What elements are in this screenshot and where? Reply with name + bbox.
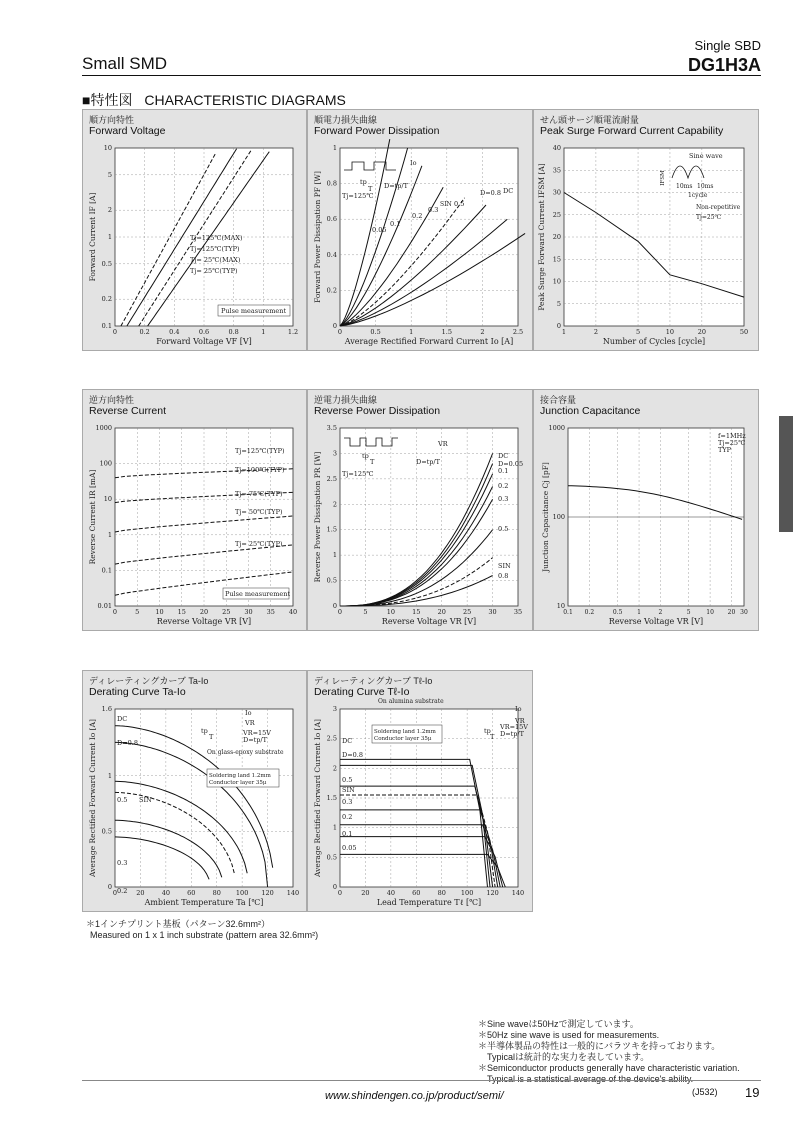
chart-svg bbox=[83, 671, 306, 911]
panel-title-en: Derating Curve Tℓ-Io bbox=[314, 686, 410, 698]
y-tick-label: 0 bbox=[332, 602, 337, 610]
y-tick-label: 0 bbox=[556, 322, 561, 330]
y-tick-label: 1.5 bbox=[326, 794, 337, 802]
x-tick-label: 25 bbox=[222, 608, 231, 616]
x-tick-label: 30 bbox=[740, 609, 748, 616]
curve-label: f=1MHz bbox=[718, 432, 746, 440]
curve-label: DC bbox=[117, 715, 128, 723]
x-tick-label: 2.5 bbox=[512, 328, 524, 336]
legend-entry: Tj= 25℃(TYP) bbox=[190, 267, 238, 275]
y-tick-label: 25 bbox=[552, 210, 561, 219]
x-tick-label: 5 bbox=[686, 609, 691, 616]
y-tick-label: 1.6 bbox=[101, 705, 112, 713]
x-tick-label: 140 bbox=[511, 889, 525, 897]
curve-label: 10ms bbox=[697, 183, 714, 190]
x-tick-label: 25 bbox=[463, 608, 472, 616]
panel-title-jp: 逆方向特性 bbox=[89, 395, 135, 405]
y-tick-label: 1 bbox=[332, 551, 337, 560]
curve-label: D=tp/T bbox=[500, 730, 524, 738]
x-axis-label: Reverse Voltage VR [V] bbox=[156, 617, 252, 626]
y-tick-label: 0.5 bbox=[101, 827, 112, 836]
curve-label: Tj=125℃ bbox=[342, 470, 374, 478]
y-tick-label: 10 bbox=[556, 602, 565, 610]
curve-label: D=0.8 bbox=[342, 751, 363, 759]
x-tick-label: 0.2 bbox=[139, 328, 150, 336]
curve-label: tp bbox=[362, 452, 369, 460]
x-tick-label: 10 bbox=[665, 328, 675, 336]
curve-label: VR=15V bbox=[243, 729, 271, 737]
y-tick-label: 2 bbox=[332, 500, 337, 509]
y-tick-label: 5 bbox=[107, 170, 112, 179]
curve-label: VR bbox=[438, 440, 448, 448]
y-tick-label: 10 bbox=[103, 495, 112, 504]
y-tick-label: 20 bbox=[552, 233, 561, 241]
legend-entry: Tj= 50℃(TYP) bbox=[235, 508, 283, 516]
y-tick-label: 0.8 bbox=[326, 179, 337, 188]
x-tick-label: 2 bbox=[480, 328, 485, 336]
legend-entry: Tj=125℃(TYP) bbox=[190, 245, 240, 253]
curve-label: D=tp/T bbox=[416, 458, 440, 466]
legend-entry: Tj= 25℃(TYP) bbox=[235, 540, 283, 548]
x-tick-label: 1.5 bbox=[441, 328, 452, 336]
x-tick-label: 2 bbox=[593, 328, 598, 336]
x-tick-label: 100 bbox=[235, 889, 249, 897]
x-tick-label: 15 bbox=[177, 608, 186, 616]
y-tick-label: 2 bbox=[332, 764, 337, 773]
plot-area bbox=[340, 148, 518, 326]
curve-label: 0.3 bbox=[498, 495, 509, 503]
curve-label: On alumina substrate bbox=[378, 698, 444, 705]
curve-label: 0.1 bbox=[390, 220, 401, 228]
x-tick-label: 10 bbox=[706, 609, 714, 616]
y-tick-label: 0.2 bbox=[101, 295, 112, 304]
doc-code: (J532) bbox=[692, 1087, 718, 1097]
y-tick-label: 0 bbox=[332, 322, 337, 330]
y-tick-label: 35 bbox=[552, 166, 561, 175]
panel-title-jp: 逆電力損失曲線 bbox=[314, 395, 378, 405]
panel-title-en: Junction Capacitance bbox=[540, 405, 641, 417]
curve-label: T bbox=[209, 733, 214, 741]
category-label: Single SBD bbox=[694, 38, 761, 53]
curve-label: 0.5 bbox=[117, 796, 128, 804]
curve-label: Soldering land 1.2mm bbox=[374, 729, 436, 735]
panel-reverse-current bbox=[82, 389, 307, 631]
chart-svg bbox=[308, 110, 532, 350]
y-tick-label: 1 bbox=[107, 771, 112, 780]
x-tick-label: 10 bbox=[155, 608, 164, 616]
panel-peak-surge-current bbox=[533, 109, 759, 351]
y-tick-label: 0.6 bbox=[326, 215, 337, 224]
x-tick-label: 0 bbox=[112, 328, 118, 336]
y-tick-label: 0.2 bbox=[326, 286, 337, 295]
y-tick-label: 0 bbox=[107, 883, 112, 891]
x-tick-label: 20 bbox=[136, 889, 145, 897]
x-tick-label: 0 bbox=[337, 608, 343, 616]
y-tick-label: 1.5 bbox=[326, 525, 337, 534]
panel-forward-power-dissipation bbox=[307, 109, 533, 351]
y-tick-label: 3.5 bbox=[326, 424, 337, 432]
curve-label: SIN bbox=[498, 562, 511, 570]
y-tick-label: 0.1 bbox=[101, 566, 112, 575]
footer-rule bbox=[82, 1080, 761, 1081]
y-axis-label: Junction Capacitance Cj [pF] bbox=[541, 462, 550, 572]
curve-label: 0.1 bbox=[498, 467, 509, 475]
chart-svg bbox=[308, 671, 532, 911]
curve-label: On glass-epoxy substrate bbox=[207, 749, 284, 756]
y-tick-label: 0.5 bbox=[326, 576, 337, 585]
x-tick-label: 10 bbox=[386, 608, 395, 616]
y-tick-label: 2 bbox=[107, 206, 112, 215]
x-tick-label: 1.2 bbox=[287, 328, 299, 336]
x-tick-label: 100 bbox=[460, 889, 474, 897]
legend-entry: Tj= 25℃(MAX) bbox=[190, 256, 241, 264]
x-tick-label: 50 bbox=[739, 328, 749, 336]
y-axis-label: Forward Power Dissipation PF [W] bbox=[313, 171, 322, 303]
panel-title-en: Forward Power Dissipation bbox=[314, 125, 440, 137]
curve-label: Non-repetitive bbox=[696, 204, 741, 211]
x-tick-label: 80 bbox=[437, 889, 446, 897]
curve-label: 10ms bbox=[676, 183, 693, 190]
x-axis-label: Ambient Temperature Ta [℃] bbox=[144, 898, 264, 907]
curve-label: tp bbox=[201, 727, 208, 735]
panel-title-en: Peak Surge Forward Current Capability bbox=[540, 125, 724, 137]
y-tick-label: 3 bbox=[332, 705, 337, 713]
curve-label: 0.2 bbox=[342, 813, 353, 821]
y-axis-label: Reverse Power Dissipation PR [W] bbox=[313, 451, 322, 583]
y-tick-label: 2.5 bbox=[326, 734, 337, 743]
curve-label: Tj=125℃ bbox=[342, 192, 374, 200]
note-line: Typical is a statistical average of the device's ability. bbox=[478, 1074, 694, 1084]
note-text: Pulse measurement bbox=[221, 307, 287, 315]
panel-title-en: Derating Curve Ta-Io bbox=[89, 686, 186, 698]
curve-label: SIN bbox=[440, 201, 452, 208]
curve-label: D=0.8 bbox=[117, 739, 138, 747]
x-tick-label: 15 bbox=[412, 608, 421, 616]
curve-label: DC bbox=[342, 737, 353, 745]
note-line: Typicalは統計的な実力を表しています。 bbox=[478, 1052, 650, 1062]
curve-label: D=tp/T bbox=[384, 182, 408, 190]
x-tick-label: 2 bbox=[658, 609, 663, 616]
chart-svg bbox=[534, 390, 758, 630]
y-tick-label: 40 bbox=[552, 144, 561, 152]
footnote bbox=[86, 919, 318, 941]
curve-label: 0.2 bbox=[412, 212, 423, 220]
x-tick-label: 0.5 bbox=[370, 328, 381, 336]
y-tick-label: 0.5 bbox=[326, 853, 337, 862]
x-tick-label: 120 bbox=[261, 889, 274, 897]
y-tick-label: 0.5 bbox=[101, 259, 112, 268]
panel-reverse-power-dissipation bbox=[307, 389, 533, 631]
x-axis-label: Number of Cycles [cycle] bbox=[602, 337, 706, 346]
curve-label: 0.3 bbox=[428, 206, 439, 214]
note-text: Pulse measurement bbox=[225, 590, 291, 598]
x-tick-label: 40 bbox=[288, 608, 298, 616]
y-tick-label: 0 bbox=[332, 883, 337, 891]
curve-label: Io bbox=[515, 705, 522, 713]
curve-label: 0.5 bbox=[454, 200, 465, 208]
header-rule bbox=[82, 75, 761, 76]
x-tick-label: 35 bbox=[513, 608, 523, 616]
curve-label: Io bbox=[245, 709, 252, 717]
y-tick-label: 0.4 bbox=[326, 250, 337, 259]
curve-label: 1cycle bbox=[688, 192, 708, 199]
panel-forward-voltage bbox=[82, 109, 307, 351]
chart-svg bbox=[83, 110, 306, 350]
panel-title-jp: 順方向特性 bbox=[89, 115, 135, 125]
y-tick-label: 3 bbox=[332, 449, 337, 458]
y-tick-label: 30 bbox=[552, 188, 561, 197]
curve-label: D=tp/T bbox=[243, 736, 267, 744]
x-tick-label: 35 bbox=[266, 608, 275, 616]
curve-label: Sine wave bbox=[689, 152, 723, 160]
curve-label: Tj=25℃ bbox=[718, 439, 746, 447]
x-tick-label: 0.8 bbox=[228, 328, 239, 336]
x-tick-label: 60 bbox=[412, 889, 421, 897]
x-tick-label: 0.6 bbox=[198, 328, 210, 336]
x-tick-label: 20 bbox=[199, 608, 209, 616]
y-axis-label: Average Rectified Forward Current Io [A] bbox=[88, 719, 97, 877]
footnote-jp: ＊1インチプリント基板（パターン32.6mm²） bbox=[86, 919, 270, 929]
legend-entry: Tj=125℃(MAX) bbox=[190, 234, 243, 242]
y-tick-label: 2.5 bbox=[326, 474, 337, 483]
chart-svg bbox=[534, 110, 758, 350]
curve-label: SIN bbox=[342, 786, 355, 794]
y-tick-label: 0.01 bbox=[97, 602, 112, 610]
curve-label: TYP bbox=[718, 446, 731, 454]
curve-label: Conductor layer 35μ bbox=[209, 780, 267, 786]
x-tick-label: 20 bbox=[361, 889, 370, 897]
chart-svg bbox=[308, 390, 532, 630]
curve-label: 0.1 bbox=[342, 830, 353, 838]
section-title-en: CHARACTERISTIC DIAGRAMS bbox=[144, 92, 346, 108]
side-tab-marker bbox=[779, 416, 793, 532]
y-tick-label: 1 bbox=[107, 233, 112, 241]
x-axis-label: Average Rectified Forward Current Io [A] bbox=[344, 337, 514, 346]
curve-label: 0.2 bbox=[498, 482, 509, 490]
x-tick-label: 0 bbox=[112, 608, 118, 616]
curve-label: 0.3 bbox=[117, 859, 128, 867]
x-tick-label: 0.4 bbox=[169, 328, 180, 336]
series-label: Small SMD bbox=[82, 54, 168, 73]
curve-label: VR=15V bbox=[500, 723, 528, 731]
y-tick-label: 0.1 bbox=[101, 322, 112, 330]
panel-title-jp: 接合容量 bbox=[540, 395, 577, 405]
curve-label: D=0.8 bbox=[480, 189, 501, 197]
x-tick-label: 5 bbox=[135, 608, 140, 616]
curve-label: VR bbox=[515, 717, 525, 725]
curve-label: 0.3 bbox=[342, 798, 353, 806]
y-tick-label: 1 bbox=[107, 530, 112, 539]
panel-title-jp: ディレーティングカーブ Tℓ-Io bbox=[314, 676, 433, 686]
panel-title-jp: ディレーティングカーブ Ta-Io bbox=[89, 676, 209, 686]
section-title bbox=[82, 90, 346, 110]
panel-junction-capacitance bbox=[533, 389, 759, 631]
measurement-notes bbox=[478, 1019, 740, 1085]
curve-label: 0.2 bbox=[117, 887, 128, 895]
section-title-jp: ■特性図 bbox=[82, 92, 133, 108]
x-tick-label: 5 bbox=[635, 328, 641, 336]
curve-label: Tj=25℃ bbox=[696, 214, 722, 221]
x-tick-label: 80 bbox=[212, 889, 221, 897]
curve-label: DC bbox=[498, 452, 509, 460]
legend-entry: Tj= 75℃(TYP) bbox=[235, 490, 283, 498]
x-tick-label: 120 bbox=[486, 889, 499, 897]
curve-label: IFSM bbox=[660, 170, 666, 186]
y-tick-label: 1000 bbox=[548, 424, 565, 432]
curve-label: T bbox=[490, 733, 495, 741]
y-tick-label: 10 bbox=[552, 277, 561, 286]
y-tick-label: 1 bbox=[332, 823, 337, 832]
x-tick-label: 1 bbox=[261, 328, 266, 336]
y-tick-label: 15 bbox=[552, 255, 561, 264]
panel-derating-tl-io bbox=[307, 670, 533, 912]
y-tick-label: 1000 bbox=[95, 424, 112, 432]
x-tick-label: 5 bbox=[363, 608, 368, 616]
y-tick-label: 100 bbox=[99, 459, 112, 468]
panel-title-en: Reverse Current bbox=[89, 405, 167, 417]
curve-label: D=0.05 bbox=[498, 460, 524, 468]
x-tick-label: 1 bbox=[561, 328, 567, 336]
curve-label: Soldering land 1.2mm bbox=[209, 773, 271, 779]
chart-svg bbox=[83, 390, 306, 630]
footnote-en: Measured on 1 x 1 inch substrate (pattern area 32.6mm²) bbox=[90, 930, 319, 940]
x-tick-label: 40 bbox=[161, 889, 170, 897]
x-tick-label: 30 bbox=[244, 608, 253, 616]
y-axis-label: Forward Current IF [A] bbox=[88, 192, 97, 282]
curve-label: Conductor layer 35μ bbox=[374, 736, 432, 742]
x-tick-label: 1 bbox=[637, 609, 641, 616]
curve-label: T bbox=[370, 458, 375, 466]
curve-label: Io bbox=[410, 159, 417, 167]
curve-label: T bbox=[368, 185, 373, 193]
x-tick-label: 0.5 bbox=[612, 609, 623, 616]
x-tick-label: 0 bbox=[337, 328, 343, 336]
curve-label: 0.5 bbox=[342, 776, 353, 784]
x-tick-label: 20 bbox=[697, 328, 706, 336]
x-axis-label: Reverse Voltage VR [V] bbox=[381, 617, 477, 626]
x-tick-label: 140 bbox=[286, 889, 300, 897]
x-tick-label: 0.1 bbox=[563, 609, 573, 616]
y-axis-label: Peak Surge Forward Current IFSM [A] bbox=[537, 163, 546, 311]
y-tick-label: 1 bbox=[332, 144, 337, 152]
x-tick-label: 20 bbox=[727, 609, 736, 616]
x-tick-label: 30 bbox=[488, 608, 497, 616]
note-line: ＊Sine waveは50Hzで測定しています。 bbox=[478, 1019, 639, 1029]
curve-label: VR bbox=[245, 719, 255, 727]
x-axis-label: Lead Temperature Tℓ [℃] bbox=[376, 898, 482, 907]
panel-title-jp: せん頭サージ順電流耐量 bbox=[540, 115, 639, 125]
curve-label: 0.8 bbox=[498, 572, 509, 580]
x-axis-label: Forward Voltage VF [V] bbox=[156, 337, 252, 346]
x-tick-label: 40 bbox=[386, 889, 395, 897]
part-number: DG1H3A bbox=[687, 55, 761, 75]
y-axis-label: Reverse Current IR [mA] bbox=[88, 469, 97, 565]
footer-url[interactable]: www.shindengen.co.jp/product/semi/ bbox=[325, 1090, 504, 1102]
x-tick-label: 0 bbox=[112, 889, 118, 897]
curve-label: SIN bbox=[139, 796, 152, 804]
y-tick-label: 100 bbox=[552, 513, 565, 521]
curve-label: 0.5 bbox=[498, 525, 509, 533]
page-number: 19 bbox=[745, 1085, 760, 1100]
x-tick-label: 0.2 bbox=[584, 609, 595, 616]
x-tick-label: 0 bbox=[337, 889, 343, 897]
y-tick-label: 10 bbox=[103, 144, 112, 152]
legend-entry: Tj=100℃(TYP) bbox=[235, 466, 285, 474]
note-line: ＊Semiconductor products generally have characteristic variation. bbox=[478, 1063, 740, 1073]
panel-title-jp: 順電力損失曲線 bbox=[314, 115, 378, 125]
curve-label: tp bbox=[360, 178, 367, 186]
curve-label: 0.05 bbox=[342, 844, 357, 852]
x-tick-label: 1 bbox=[409, 328, 414, 336]
x-axis-label: Reverse Voltage VR [V] bbox=[608, 617, 704, 626]
panel-title-en: Forward Voltage bbox=[89, 125, 166, 137]
note-line: ＊50Hz sine wave is used for measurements. bbox=[478, 1030, 660, 1040]
y-axis-label: Average Rectified Forward Current Io [A] bbox=[313, 719, 322, 877]
note-line: ＊半導体製品の特性は一般的にバラツキを持っております。 bbox=[478, 1041, 721, 1051]
y-tick-label: 5 bbox=[556, 299, 561, 308]
panel-title-en: Reverse Power Dissipation bbox=[314, 405, 441, 417]
legend-entry: Tj=125℃(TYP) bbox=[235, 447, 285, 455]
x-tick-label: 60 bbox=[187, 889, 196, 897]
x-tick-label: 20 bbox=[437, 608, 446, 616]
panel-derating-ta-io bbox=[82, 670, 307, 912]
curve-label: DC bbox=[503, 187, 514, 195]
curve-label: tp bbox=[484, 727, 491, 735]
curve-label: 0.05 bbox=[372, 226, 387, 234]
